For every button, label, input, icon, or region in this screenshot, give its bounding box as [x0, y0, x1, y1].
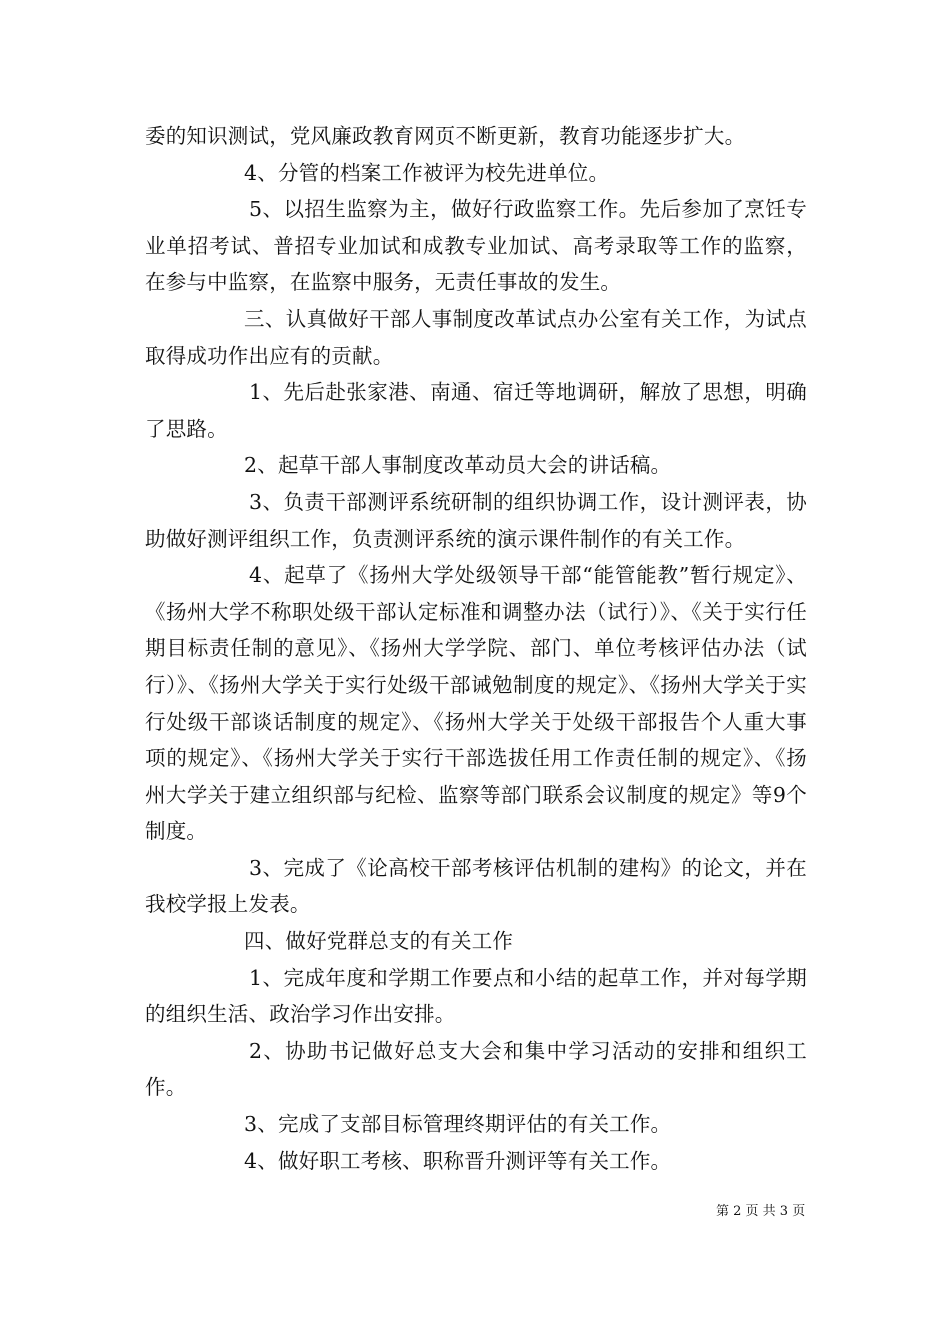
paragraph-item-plan: 1、完成年度和学期工作要点和小结的起草工作，并对每学期的组织生活、政治学习作出安排。 [145, 965, 807, 1027]
document-body [145, 118, 807, 1179]
paragraph-continuation: 委的知识测试，党风廉政教育网页不断更新，教育功能逐步扩大。 [145, 124, 746, 148]
paragraph-item-evaluation-system: 3、负责干部测评系统研制的组织协调工作，设计测评表，协助做好测评组织工作，负责测评系统的演示课件制作的有关工作。 [145, 489, 807, 551]
paragraph-item-staff-assessment: 4、做好职工考核、职称晋升测评等有关工作。 [244, 1148, 672, 1173]
section-heading-three: 三、认真做好干部人事制度改革试点办公室有关工作，为试点取得成功作出应有的贡献。 [145, 306, 807, 368]
section-heading-four: 四、做好党群总支的有关工作 [244, 929, 514, 954]
paragraph-item-archive: 4、分管的档案工作被评为校先进单位。 [244, 160, 610, 185]
paragraph-item-regulations: 4、起草了《扬州大学处级领导干部“能管能教”暂行规定》、《扬州大学不称职处级干部认定标准和调整办法（试行）》、《关于实行任期目标责任制的意见》、《扬州大学学院、部门、单位考核评估办法（试行）》、《扬州大学关于实行处级干部诫勉制度的规定》、《扬州大学关于实行处级干部谈话制度的规定》、《扬州大学关于处级干部报告个人重大事项的规定》、《扬州大学关于实行干部选拔任用工作责任制的规定》、《扬州大学关于建立组织部与纪检、监察等部门联系会议制度的规定》等9个制度。 [145, 563, 807, 844]
paragraph-item-research: 1、先后赴张家港、南通、宿迁等地调研，解放了思想，明确了思路。 [145, 380, 807, 441]
paragraph-item-paper: 3、完成了《论高校干部考核评估机制的建构》的论文，并在我校学报上发表。 [145, 855, 807, 917]
paragraph-item-supervision: 5、以招生监察为主，做好行政监察工作。先后参加了烹饪专业单招考试、普招专业加试和成教专业加试、高考录取等工作的监察，在参与中监察，在监察中服务，无责任事故的发生。 [145, 197, 807, 295]
paragraph-item-speech: 2、起草干部人事制度改革动员大会的讲话稿。 [244, 453, 672, 478]
paragraph-item-assist: 2、协助书记做好总支大会和集中学习活动的安排和组织工作。 [145, 1038, 807, 1100]
page-number: 第 2 页 共 3 页 [716, 1204, 806, 1219]
paragraph-item-branch-evaluation: 3、完成了支部目标管理终期评估的有关工作。 [244, 1112, 672, 1137]
